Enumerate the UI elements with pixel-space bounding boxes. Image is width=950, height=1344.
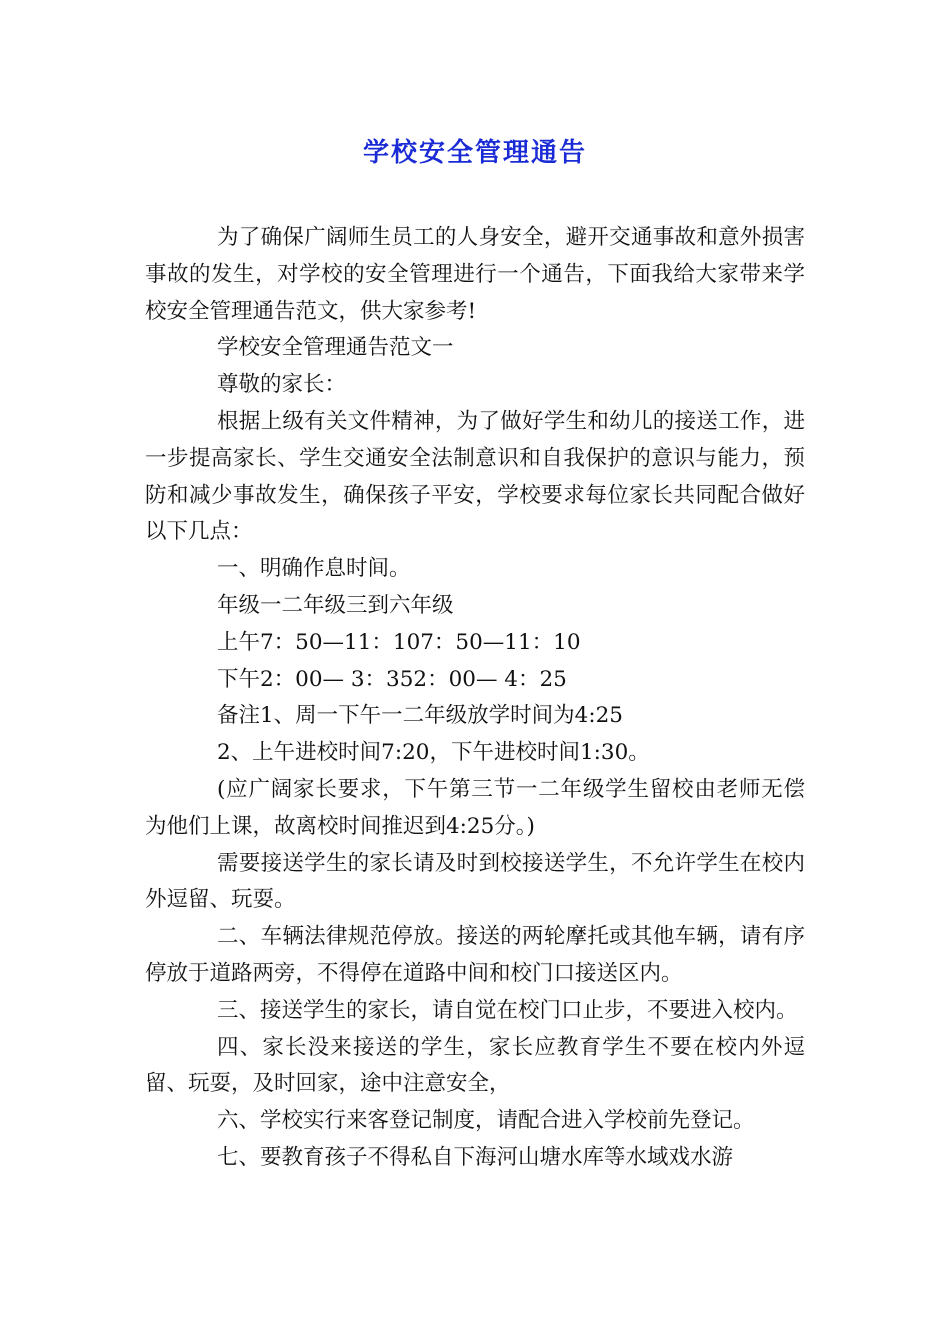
document-title: 学校安全管理通告 — [362, 138, 587, 168]
paragraph-schedule-afternoon: 下午2：00— 3：352：00— 4：25 — [217, 666, 567, 692]
paragraph-item-6: 六、学校实行来客登记制度，请配合进入学校前先登记。 — [217, 1108, 755, 1134]
paragraph-intro: 为了确保广阔师生员工的人身安全，避开交通事故和意外损害事故的发生，对学校的安全管理进行一个通告，下面我给大家带来学校安全管理通告范文，供大家参考! — [145, 225, 805, 324]
paragraph-sample-heading: 学校安全管理通告范文一 — [217, 335, 454, 361]
paragraph-note-2: 2、上午进校时间7:20，下午进校时间1:30。 — [217, 740, 650, 766]
paragraph-item-7: 七、要教育孩子不得私自下海河山塘水库等水域戏水游 — [217, 1144, 734, 1170]
paragraph-requirements: 根据上级有关文件精神，为了做好学生和幼儿的接送工作，进一步提高家长、学生交通安全法制意识和自我保护的意识与能力，预防和减少事故发生，确保孩子平安，学校要求每位家长共同配合做好以下几点： — [145, 408, 805, 545]
paragraph-schedule-header: 年级一二年级三到六年级 — [217, 592, 454, 618]
paragraph-item-2: 二、车辆法律规范停放。接送的两轮摩托或其他车辆，请有序停放于道路两旁，不得停在道路中间和校门口接送区内。 — [145, 924, 805, 986]
paragraph-salutation: 尊敬的家长： — [217, 372, 347, 398]
paragraph-item-1: 一、明确作息时间。 — [217, 556, 411, 582]
paragraph-schedule-morning: 上午7：50—11：107：50—11：10 — [217, 629, 581, 655]
paragraph-item-3: 三、接送学生的家长，请自觉在校门口止步，不要进入校内。 — [217, 997, 798, 1023]
paragraph-note-1: 备注1、周一下午一二年级放学时间为4:25 — [217, 703, 623, 729]
paragraph-pickup: 需要接送学生的家长请及时到校接送学生，不允许学生在校内外逗留、玩耍。 — [145, 850, 805, 913]
paragraph-note-3: (应广阔家长要求，下午第三节一二年级学生留校由老师无偿为他们上课，故离校时间推迟到4:25分。) — [145, 776, 805, 839]
paragraph-item-4: 四、家长没来接送的学生，家长应教育学生不要在校内外逗留、玩耍，及时回家，途中注意安全， — [145, 1034, 805, 1097]
document-body — [145, 220, 805, 1177]
